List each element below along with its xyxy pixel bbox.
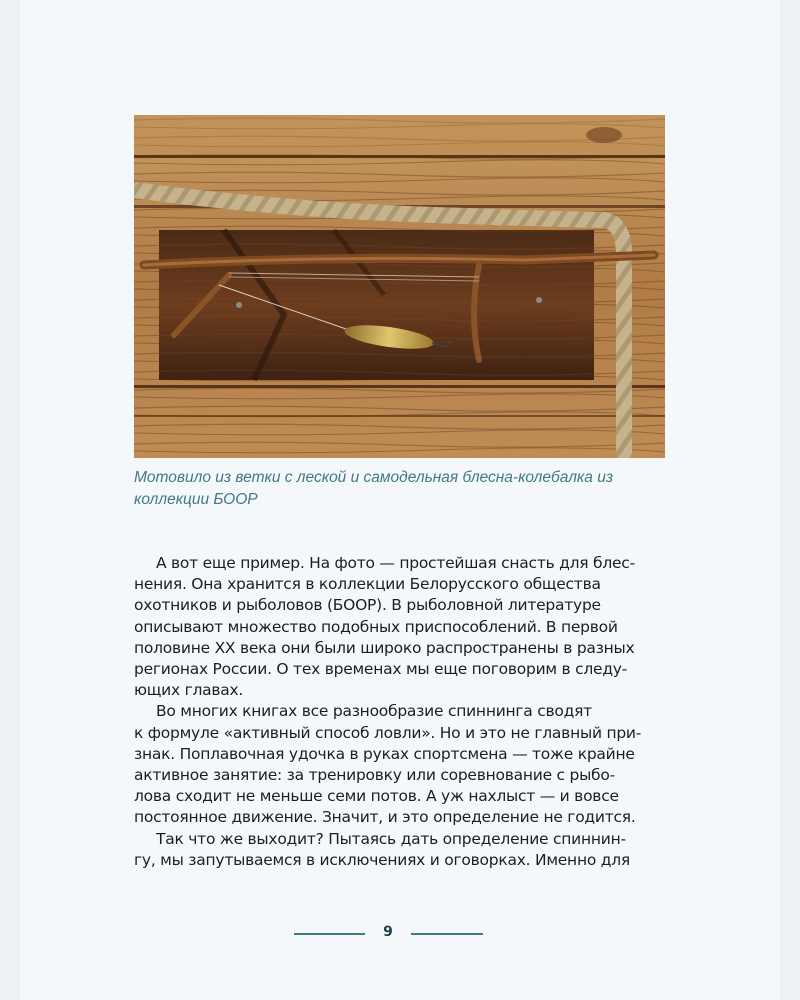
paragraph xyxy=(134,701,665,828)
caption-line: коллекции БООР xyxy=(134,491,258,508)
caption-line: Мотовило из ветки с леской и самодельная блесна-колебалка из xyxy=(134,469,614,486)
text-line: знак. Поплавочная удочка в руках спортсмена — тоже крайне xyxy=(134,744,635,763)
book-page xyxy=(20,0,780,1000)
text-line: регионах России. О тех временах мы еще поговорим в следу- xyxy=(134,660,628,679)
page-number: 9 xyxy=(383,924,393,940)
text-line: А вот еще пример. На фото — простейшая снасть для блес- xyxy=(156,554,635,572)
text-line: гу, мы запутываемся в исключениях и оговорках. Именно для xyxy=(134,850,630,869)
text-line: лова сходит не меньше семи потов. А уж нахлыст — и вовсе xyxy=(134,787,619,806)
text-line: Во многих книгах все разнообразие спиннинга сводят xyxy=(156,702,592,721)
text-line: половине XX века они были широко распространены в разных xyxy=(134,638,635,657)
text-line: Так что же выходит? Пытаясь дать определение спиннин- xyxy=(156,829,626,848)
photo-caption xyxy=(134,467,665,511)
body-text xyxy=(134,553,665,871)
paragraph xyxy=(134,829,665,871)
text-line: к формуле «активный способ ловли». Но и это не главный при- xyxy=(134,723,642,742)
footer-rule-right xyxy=(411,933,483,935)
text-line: нения. Она хранится в коллекции Белорусского общества xyxy=(134,575,601,594)
page-footer xyxy=(20,922,780,946)
text-line: активное занятие: за тренировку или соревнование с рыбо- xyxy=(134,766,615,785)
photo xyxy=(134,115,665,458)
photo-illustration xyxy=(134,115,665,458)
text-line: описывают множество подобных приспособлений. В первой xyxy=(134,617,618,636)
footer-rule-left xyxy=(294,933,365,935)
text-line: ющих главах. xyxy=(134,681,244,700)
text-line: охотников и рыболовов (БООР). В рыболовной литературе xyxy=(134,596,601,615)
text-line: постоянное движение. Значит, и это определение не годится. xyxy=(134,808,636,827)
paragraph xyxy=(134,553,665,701)
